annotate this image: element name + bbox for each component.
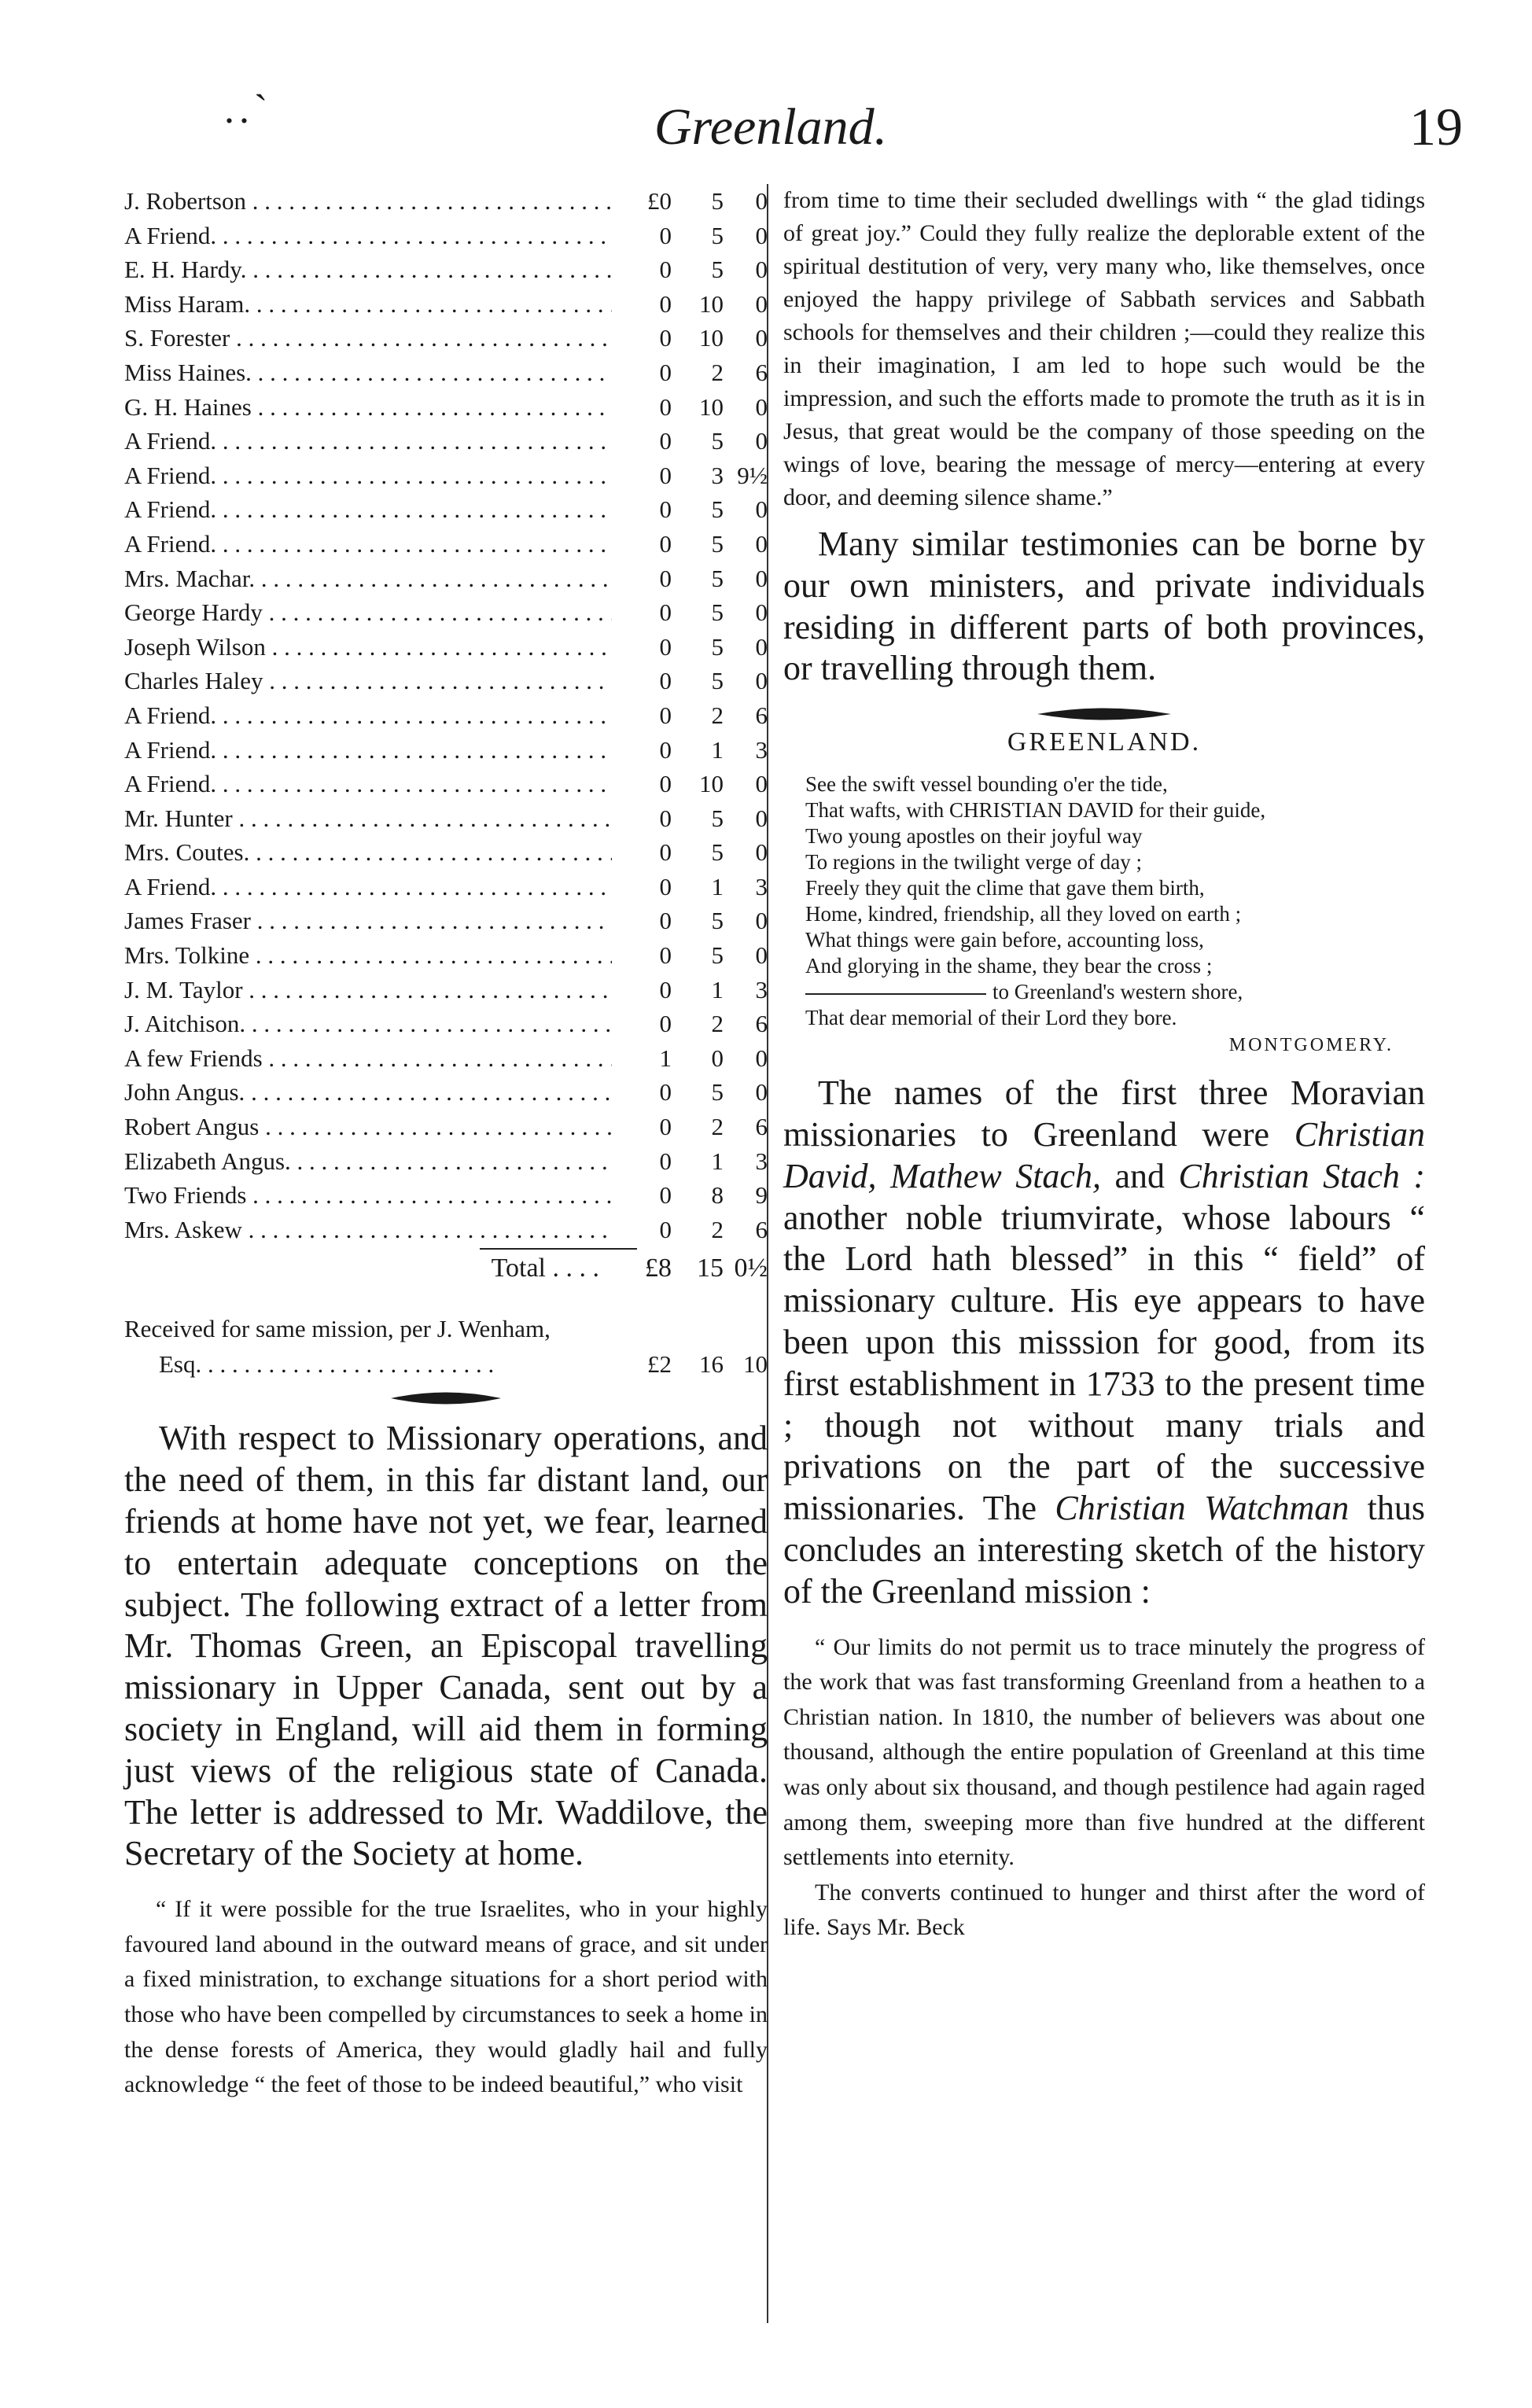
missionary-name: Christian David, — [783, 1114, 1425, 1195]
poem-line: That wafts, with CHRISTIAN DAVID for their guide, — [805, 798, 1266, 823]
subscriber-name: A Friend. . . . — [124, 219, 612, 253]
poem-line: What things were gain before, accounting loss, — [805, 928, 1204, 952]
amount-pounds: 0 — [659, 770, 672, 798]
page-title: Greenland. — [654, 98, 888, 156]
amount-pounds: 0 — [659, 324, 672, 352]
subscriber-name: Mrs. Askew . . . — [124, 1213, 612, 1247]
amount-shillings: 0 — [711, 1044, 724, 1072]
subscription-row — [124, 390, 768, 425]
subscriber-name: A Friend. . . . — [124, 527, 612, 561]
left-column — [124, 184, 768, 2103]
missionary-name: Mathew Stach, — [890, 1156, 1101, 1195]
poem-line: To regions in the twilight verge of day ; — [805, 850, 1143, 874]
amount-shillings: 5 — [711, 667, 724, 695]
amount-pounds: 0 — [659, 941, 672, 970]
amount-pence: 0 — [755, 632, 768, 661]
amount-pence: 0 — [755, 529, 768, 558]
subscriber-name: Mrs. Machar. . . . — [124, 561, 612, 596]
amount-pence: 6 — [755, 358, 768, 386]
amount-shillings: 10 — [699, 392, 724, 421]
amount-shillings: 5 — [711, 221, 724, 249]
received-shillings: 16 — [699, 1350, 724, 1379]
amount-pounds: 0 — [659, 1181, 672, 1210]
poem-line: See the swift vessel bounding o'er the tide, — [805, 772, 1168, 797]
header-mark: ..` — [224, 87, 273, 132]
amount-shillings: 1 — [711, 735, 724, 764]
subscription-row — [124, 1041, 768, 1076]
amount-pence: 0 — [755, 564, 768, 592]
right-paragraph-2 — [783, 1073, 1425, 1612]
poem-attribution: MONTGOMERY. — [1228, 1035, 1394, 1056]
subscription-row — [124, 1110, 768, 1144]
left-quote: “ If it were possible for the true Israelites, who in your highly favoured land abound in the outward means of grace, and sit under a fixed ministration, to exchange situations for a short period with those who have been compelled by circumstances to seek a home in the dense forests of America, they would gladly hail and fully acknowledge “ the feet of those to be indeed beautiful,” who visit — [124, 1896, 768, 2098]
amount-pounds: 0 — [659, 529, 672, 558]
amount-pounds: 0 — [659, 392, 672, 421]
poem-line: Freely they quit the clime that gave them birth, — [805, 876, 1205, 900]
subscriber-name: John Angus. . . . — [124, 1075, 612, 1110]
amount-shillings: 3 — [711, 461, 724, 489]
amount-shillings: 5 — [711, 941, 724, 970]
amount-pence: 0 — [755, 289, 768, 318]
subscriber-name: G. H. Haines . . . — [124, 390, 612, 425]
amount-shillings: 5 — [711, 804, 724, 832]
subscription-list — [124, 184, 768, 1246]
amount-pounds: 0 — [659, 804, 672, 832]
total-pence: 0½ — [734, 1254, 768, 1283]
amount-pounds: 0 — [659, 838, 672, 867]
amount-pounds: 0 — [659, 598, 672, 627]
amount-shillings: 5 — [711, 495, 724, 524]
amount-shillings: 10 — [699, 324, 724, 352]
amount-pounds: 0 — [659, 564, 672, 592]
subscription-row — [124, 938, 768, 973]
subscriber-name: Joseph Wilson . . . — [124, 630, 612, 665]
amount-shillings: 10 — [699, 770, 724, 798]
subscription-row — [124, 561, 768, 596]
subscription-row — [124, 1075, 768, 1110]
amount-shillings: 2 — [711, 358, 724, 386]
subscription-row — [124, 527, 768, 561]
amount-pence: 3 — [755, 975, 768, 1003]
subscription-row — [124, 904, 768, 938]
subscriber-name: S. Forester . . . — [124, 321, 612, 355]
received-text: Received for same mission, per J. Wenham, — [124, 1315, 551, 1343]
subscriber-name: Two Friends . . . — [124, 1178, 612, 1213]
amount-pence: 0 — [755, 221, 768, 249]
subscriber-name: A few Friends . . . — [124, 1041, 612, 1076]
amount-shillings: 8 — [711, 1181, 724, 1210]
amount-shillings: 5 — [711, 187, 724, 215]
amount-pence: 6 — [755, 1113, 768, 1141]
total-shillings: 15 — [697, 1254, 724, 1283]
amount-pence: 3 — [755, 735, 768, 764]
right-paragraph-1: Many similar testimonies can be borne by our own ministers, and private individuals residing in different parts of both provinces, or travelling through them. — [783, 525, 1425, 688]
subscription-row — [124, 733, 768, 768]
amount-shillings: 2 — [711, 701, 724, 729]
subscription-row — [124, 698, 768, 733]
subscription-row — [124, 767, 768, 801]
amount-pounds: 0 — [659, 632, 672, 661]
publication-name: Christian Watchman — [1055, 1489, 1350, 1528]
subscription-row — [124, 1213, 768, 1247]
right-quote-continued: from time to time their secluded dwellings with “ the glad tidings of great joy.” Could they fully realize the deplorable extent of the spiritual destitution of very, very many who, like themselves, once enjoyed the happy privilege of Sabbath services and Sabbath schools for themselves and their children ;—could they realize this in their imagination, I am led to hope such would be the impression, and such the efforts made to promote the truth as it is in Jesus, that great would be the company of those speeding on the wings of love, bearing the message of mercy—entering at every door, and deeming silence shame.” — [783, 187, 1425, 510]
poem-line: Home, kindred, friendship, all they loved on earth ; — [805, 902, 1242, 926]
subscription-row — [124, 1144, 768, 1179]
subscriber-name: J. Aitchison. . . . — [124, 1007, 612, 1041]
ornament-divider — [391, 1390, 501, 1407]
subscription-row — [124, 219, 768, 253]
subscription-row — [124, 355, 768, 390]
page-number: 19 — [1409, 97, 1463, 156]
subscriber-name: A Friend. . . . — [124, 424, 612, 458]
amount-pounds: 0 — [659, 667, 672, 695]
poem-line — [805, 979, 1425, 1005]
amount-pence: 0 — [755, 187, 768, 215]
amount-shillings: 1 — [711, 975, 724, 1003]
total-label: Total . . . . — [491, 1254, 599, 1283]
subscription-row — [124, 595, 768, 630]
subscriber-name: A Friend. . . . — [124, 767, 612, 801]
subscriber-name: Miss Haram. . . . — [124, 287, 612, 322]
left-paragraph: With respect to Missionary operations, and the need of them, in this far distant land, our friends at home have not yet, we fear, learned to entertain adequate conceptions on the subject. The following extract of a letter from Mr. Thomas Green, an Episcopal travelling missionary in Upper Canada, sent out by a society in England, will aid them in forming just views of the religious state of Canada. The letter is addressed to Mr. Waddilove, the Secretary of the Society at home. — [124, 1419, 768, 1873]
subscriber-name: Mrs. Tolkine . . . — [124, 938, 612, 973]
received-entry — [124, 1311, 768, 1382]
amount-pounds: 0 — [659, 1147, 672, 1175]
amount-pence: 6 — [755, 701, 768, 729]
amount-pence: 0 — [755, 941, 768, 970]
poem-dash — [805, 993, 986, 995]
poem-title: GREENLAND. — [1007, 727, 1202, 757]
amount-pence: 0 — [755, 495, 768, 524]
amount-pence: 0 — [755, 770, 768, 798]
poem-line: And glorying in the shame, they bear the cross ; — [805, 954, 1213, 978]
amount-pence: 0 — [755, 667, 768, 695]
subscription-row — [124, 1178, 768, 1213]
amount-pence: 3 — [755, 872, 768, 900]
ornament-divider-2 — [1037, 705, 1171, 723]
amount-pence: 0 — [755, 804, 768, 832]
subscriber-name: Robert Angus . . . — [124, 1110, 612, 1144]
amount-pence: 9½ — [737, 461, 768, 489]
amount-pence: 3 — [755, 1147, 768, 1175]
amount-pounds: 0 — [659, 975, 672, 1003]
subscription-row — [124, 630, 768, 665]
amount-pounds: 0 — [659, 701, 672, 729]
subscription-row — [124, 801, 768, 836]
subscription-row — [124, 870, 768, 904]
amount-pence: 0 — [755, 838, 768, 867]
amount-pence: 0 — [755, 1078, 768, 1106]
para2-text: The names of the first three Moravian missionaries to Greenland were — [783, 1073, 1425, 1154]
amount-pence: 0 — [755, 1044, 768, 1072]
amount-pence: 6 — [755, 1010, 768, 1038]
total-pounds: £8 — [645, 1254, 672, 1283]
subscriber-name: E. H. Hardy. . . . — [124, 252, 612, 287]
amount-shillings: 1 — [711, 872, 724, 900]
amount-shillings: 1 — [711, 1147, 724, 1175]
para2-text: thus concludes an interesting sketch of the history of the Greenland mission : — [783, 1489, 1425, 1611]
subscriber-name: George Hardy . . . — [124, 595, 612, 630]
right-quote-2-last: The converts continued to hunger and thirst after the word of life. Says Mr. Beck — [783, 1879, 1425, 1941]
right-column — [783, 184, 1425, 1946]
subscriber-name: A Friend. . . . — [124, 458, 612, 493]
amount-pence: 0 — [755, 392, 768, 421]
subscription-row — [124, 321, 768, 355]
poem-line-text: to Greenland's western shore, — [992, 980, 1243, 1004]
amount-pence: 0 — [755, 907, 768, 935]
received-pounds: £2 — [647, 1350, 672, 1379]
total-row — [124, 1250, 768, 1287]
amount-pounds: 0 — [659, 495, 672, 524]
amount-shillings: 2 — [711, 1215, 724, 1243]
amount-pounds: 0 — [659, 1113, 672, 1141]
amount-pounds: 0 — [659, 735, 672, 764]
subscription-row — [124, 1007, 768, 1041]
missionary-name: Christian Stach : — [1178, 1156, 1426, 1195]
amount-shillings: 5 — [711, 1078, 724, 1106]
para2-text: and — [1114, 1156, 1165, 1195]
amount-pounds: 1 — [659, 1044, 672, 1072]
subscriber-name: A Friend. . . . — [124, 492, 612, 527]
subscriber-name: James Fraser . . . — [124, 904, 612, 938]
subscriber-name: Mrs. Coutes. . . . — [124, 835, 612, 870]
subscriber-name: Mr. Hunter . . . — [124, 801, 612, 836]
received-pence: 10 — [743, 1350, 768, 1379]
amount-pounds: 0 — [659, 872, 672, 900]
amount-pounds: 0 — [659, 1010, 672, 1038]
poem-line: Two young apostles on their joyful way — [805, 824, 1143, 849]
amount-shillings: 2 — [711, 1113, 724, 1141]
subscription-row — [124, 492, 768, 527]
amount-pounds: 0 — [659, 1215, 672, 1243]
amount-shillings: 5 — [711, 529, 724, 558]
poem-line: That dear memorial of their Lord they bore. — [805, 1006, 1177, 1030]
received-amount-row — [124, 1346, 768, 1382]
amount-pounds: 0 — [659, 289, 672, 318]
amount-pence: 0 — [755, 427, 768, 455]
subscription-row — [124, 664, 768, 698]
amount-shillings: 10 — [699, 289, 724, 318]
subscriber-name: A Friend. . . . — [124, 870, 612, 904]
subscriber-name: A Friend. . . . — [124, 698, 612, 733]
amount-pence: 9 — [755, 1181, 768, 1210]
amount-shillings: 5 — [711, 598, 724, 627]
amount-shillings: 2 — [711, 1010, 724, 1038]
subscriber-name: Miss Haines. . . . — [124, 355, 612, 390]
amount-pounds: 0 — [659, 358, 672, 386]
subscription-row — [124, 287, 768, 322]
amount-pounds: 0 — [659, 256, 672, 284]
amount-shillings: 5 — [711, 838, 724, 867]
subscriber-name: Elizabeth Angus. . . . — [124, 1144, 612, 1179]
amount-pounds: 0 — [659, 1078, 672, 1106]
amount-pence: 0 — [755, 598, 768, 627]
para2-text: another noble triumvirate, whose labours “ the Lord hath blessed” in this “ field” of missionary culture. His eye appears to have been upon this misssion for good, from its first establishment in 1733 to the present time ; though not without many trials and privations on the part of the successive missionaries. The — [783, 1198, 1425, 1528]
running-head — [0, 87, 1532, 173]
subscriber-name: A Friend. . . . — [124, 733, 612, 768]
amount-shillings: 5 — [711, 632, 724, 661]
received-esq: Esq. — [159, 1350, 202, 1379]
subscription-row — [124, 973, 768, 1007]
subscription-row — [124, 252, 768, 287]
subscriber-name: J. Robertson . . . — [124, 184, 612, 219]
right-quote-2: “ Our limits do not permit us to trace minutely the progress of the work that was fast transforming Greenland from a heathen to a Christian nation. In 1810, the number of believers was about one thousand, although the entire population of Greenland at this time was only about six thousand, and though pestilence had again raged among them, sweeping more than five hundred at the different settlements into eternity. — [783, 1633, 1425, 1871]
amount-pounds: 0 — [659, 427, 672, 455]
subscription-row — [124, 424, 768, 458]
subscription-row — [124, 835, 768, 870]
amount-shillings: 5 — [711, 256, 724, 284]
subscription-row — [124, 458, 768, 493]
amount-pounds: 0 — [659, 461, 672, 489]
amount-shillings: 5 — [711, 564, 724, 592]
amount-shillings: 5 — [711, 907, 724, 935]
amount-pounds: 0 — [659, 221, 672, 249]
amount-pounds: £0 — [647, 187, 672, 215]
amount-pence: 0 — [755, 256, 768, 284]
amount-shillings: 5 — [711, 427, 724, 455]
amount-pence: 0 — [755, 324, 768, 352]
subscriber-name: J. M. Taylor . . . — [124, 973, 612, 1007]
poem — [783, 771, 1425, 1059]
subscriber-name: Charles Haley . . . — [124, 664, 612, 698]
amount-pence: 6 — [755, 1215, 768, 1243]
amount-pounds: 0 — [659, 907, 672, 935]
subscription-row — [124, 184, 768, 219]
